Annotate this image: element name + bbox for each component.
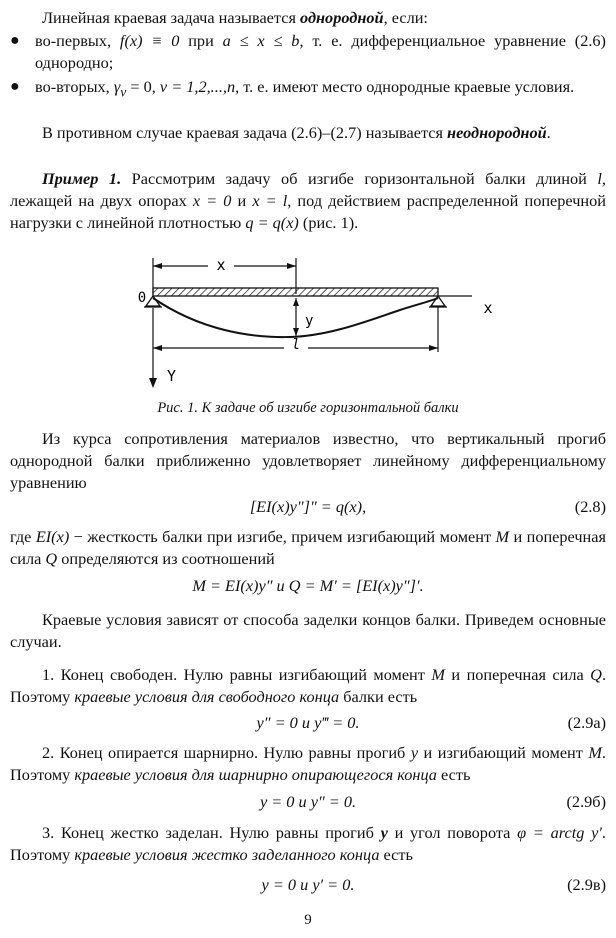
arrow-right-icon <box>287 263 296 269</box>
equation-body: y = 0 и y″ = 0. <box>259 792 357 811</box>
para-resistance: Из курса сопротивления материалов известно, что вертикальный прогиб однородной балки приближенно удовлетворяет линейному дифференциальному уравнению <box>10 429 606 492</box>
case-fixed-end: 3. Конец жестко заделан. Нулю равны прогиб y и угол поворота φ = arctg y′. Поэтому краевые условия жестко заделанного конца есть <box>10 823 606 864</box>
equation-body: y = 0 и y′ = 0. <box>261 875 355 894</box>
para-example-1: Пример 1. Рассмотрим задачу об изгибе горизонтальной балки длиной l, лежащей на двух опорах x = 0 и x = l, под действием распределенной поперечной нагрузки с линейной плотностью q = q(x) (рис. 1). <box>10 169 607 232</box>
term-inhomogeneous: неоднородной <box>447 123 547 142</box>
label-x-axis: x <box>483 299 493 317</box>
bullet-1: ● во-первых, f(x) ≡ 0 при a ≤ x ≤ b, т. е. дифференциальное уравнение (2.6) однородно; <box>10 31 606 72</box>
label-y: y <box>305 313 314 329</box>
equation-number: (2.9б) <box>566 792 606 811</box>
bullet-dot-icon: ● <box>10 32 20 49</box>
equation-number: (2.9в) <box>567 875 606 894</box>
equation-number: (2.9а) <box>567 713 606 732</box>
equation-body: y″ = 0 и y‴ = 0. <box>256 713 360 732</box>
equation-2-9b <box>10 791 606 813</box>
equation-2-9a <box>10 712 606 734</box>
para-conditions: Краевые условия зависят от способа заделки концов балки. Приведем основные случаи. <box>10 610 606 651</box>
beam <box>153 288 438 296</box>
y-axis-arrow-icon <box>149 378 157 388</box>
equation-body: M = EI(x)y″ и Q = M′ = [EI(x)y″]′. <box>192 576 424 595</box>
page-number: 9 <box>304 912 312 928</box>
figure-caption: Рис. 1. К задаче об изгибе горизонтальной балки <box>157 400 459 416</box>
label-origin: 0 <box>137 290 147 306</box>
equation-2-8 <box>10 496 606 518</box>
case-free-end: 1. Конец свободен. Нулю равны изгибающий момент M и поперечная сила Q. Поэтому краевые условия для свободного конца балки есть <box>10 665 607 706</box>
label-Y: Y <box>167 367 177 385</box>
support-right-icon <box>431 296 445 306</box>
equation-number: (2.8) <box>574 497 606 516</box>
label-x-top: x <box>216 256 226 274</box>
label-l: l <box>291 337 301 353</box>
case-hinged-end: 2. Конец опирается шарнирно. Нулю равны прогиб y и изгибающий момент M. Поэтому краевые условия для шарнирно опирающегося конца есть <box>10 743 606 784</box>
equation-2-9v <box>10 874 606 896</box>
para-inhomogeneous: В противном случае краевая задача (2.6)–(2.7) называется неоднородной. <box>42 123 551 142</box>
bullet-dot-icon: ● <box>10 78 20 95</box>
para-where: где EI(x) − жесткость балки при изгибе, причем изгибающий момент M и поперечная сила Q определяются из соотношений <box>10 527 606 568</box>
term-homogeneous: однородной <box>300 8 384 27</box>
para-homogeneous: Линейная краевая задача называется однородной, если: <box>42 8 428 27</box>
equation-body: [EI(x)y″]″ = q(x), <box>249 497 367 516</box>
beam-figure <box>0 250 616 395</box>
arrow-left-icon <box>153 263 162 269</box>
bullet-2: ● во-вторых, $\gamma_\nu = 0$, ν = 1,2,...,n, т. е. имеют место однородные краевые условия. <box>10 77 575 100</box>
equation-moment <box>10 575 606 597</box>
example-label: Пример 1. <box>42 169 122 188</box>
